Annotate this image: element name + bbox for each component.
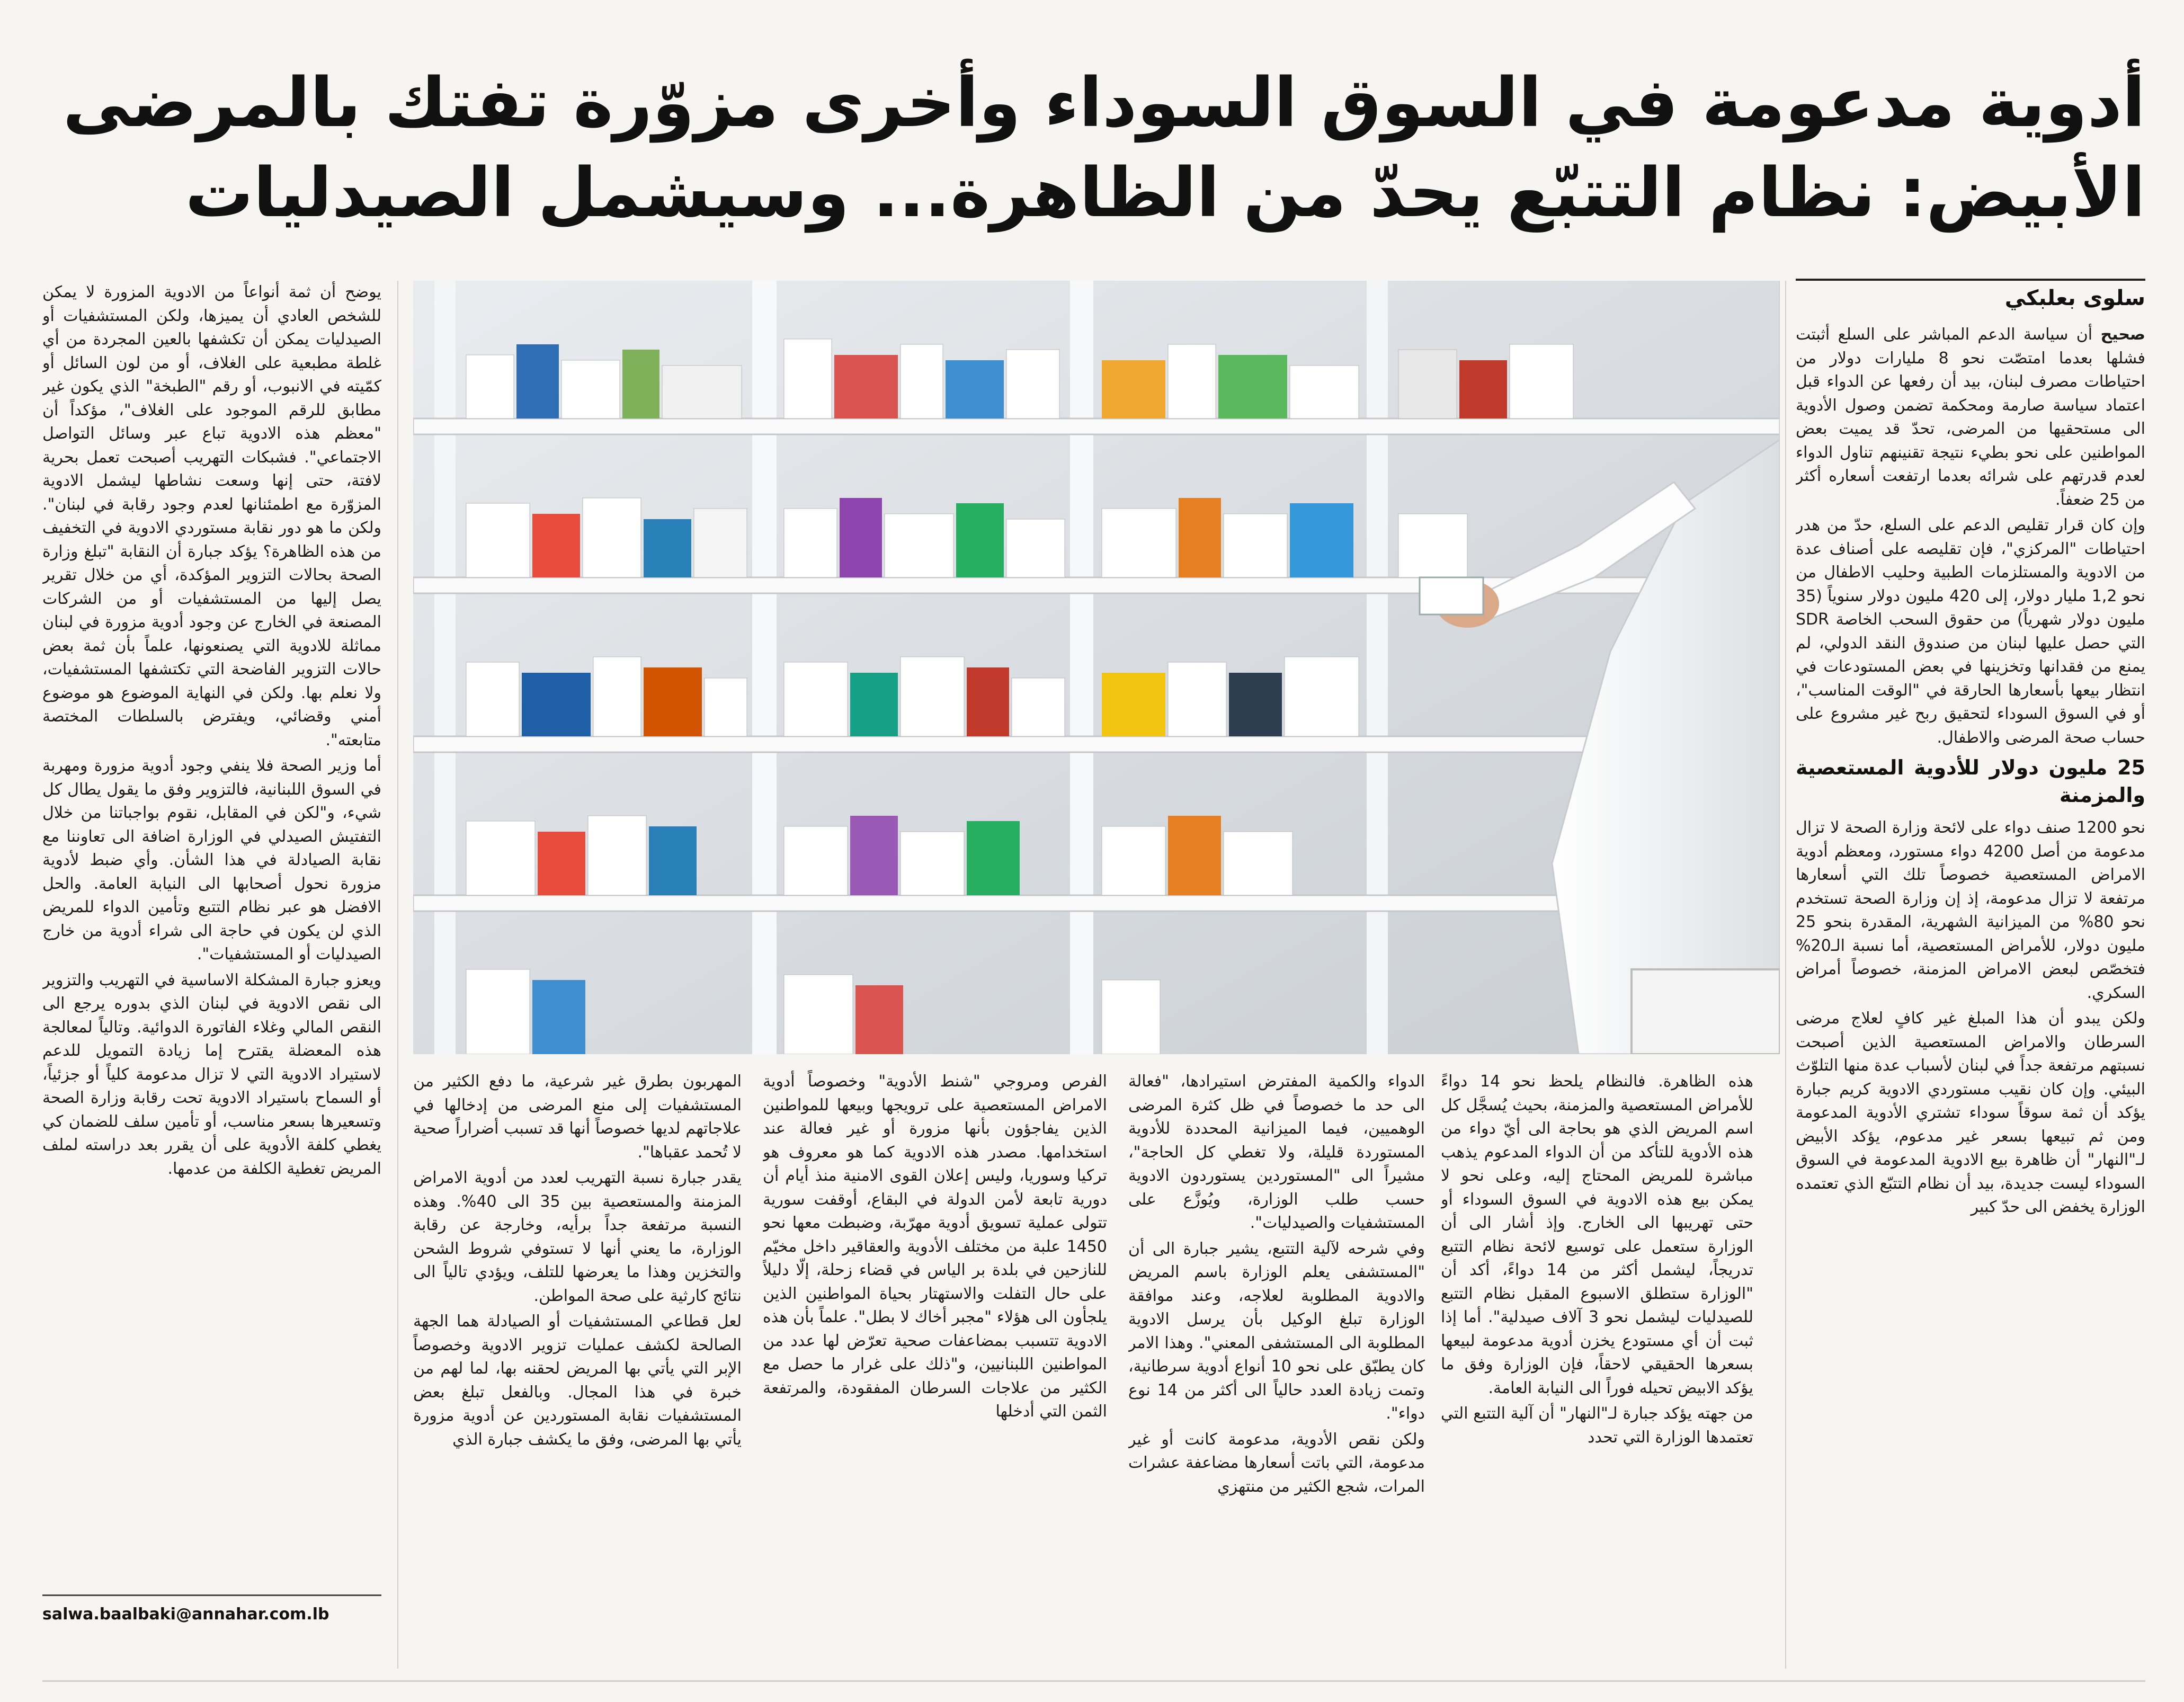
- paragraph: المهربون بطرق غير شرعية، ما دفع الكثير من المستشفيات إلى منع المرضى من إدخالها في علاجاتهم لديها خصوصاً أنها قد تسبب أضراراً صحية لا تُحمد عقباها".: [413, 1072, 742, 1162]
- subheading: 25 مليون دولار للأدوية المستعصية والمزمنة: [1796, 756, 2145, 807]
- paragraph: الفرص ومروجي "شنط الأدوية" وخصوصاً أدوية الامراض المستعصية على ترويجها وبيعها للمواطنين الذين يفاجؤون بأنها مزورة أو غير فعالة عند استخدامها. مصدر هذه الادوية كما هو معروف هو تركيا وسوريا، وليس إعلان القوى الامنية منذ أيام أن دورية تابعة لأمن الدولة في البقاع، أوقفت سورية تتولى عملية تسويق أدوية مهرّبة، وضبطت معها نحو 1450 علبة من مختلف الأدوية والعقاقير داخل مخيّم للنازحين في بلدة بر الياس في قضاء زحلة، إلّا دليلاً على حال التفلت والاستهتار بحياة المواطنين الذين يلجأون الى هؤلاء "مجبر أخاك لا بطل". علماً بأن هذه الادوية تتسبب بمضاعفات صحية تعرّض لها عدد من المواطنين اللبنانيين، و"ذلك على غرار ما حصل مع الكثير من علاجات السرطان المفقودة، والمرتفعة الثمن التي أدخلها: [763, 1072, 1107, 1421]
- paragraph: يقدر جبارة نسبة التهريب لعدد من أدوية الامراض المزمنة والمستعصية بين 35 الى 40%. وهذه النسبة مرتفعة جداً برأيه، وخارجة عن رقابة الوزارة، ما يعني أنها لا تستوفي شروط الشحن والتخزين وهذا ما يعرضها للتلف، ويؤدي تالياً الى نتائج كارثية على صحة المواطن.: [413, 1169, 742, 1305]
- article-column-6: [42, 281, 381, 1541]
- byline: سلوى بعلبكي: [2004, 286, 2145, 310]
- article-column-4: [763, 1070, 1107, 1669]
- author-email: salwa.baalbaki@annahar.com.lb: [42, 1605, 329, 1624]
- headline-line-1: أدوية مدعومة في السوق السوداء وأخرى مزوّرة تفتك بالمرضى: [63, 64, 2145, 142]
- paragraph: ولكن نقص الأدوية، مدعومة كانت أو غير مدعومة، التي باتت أسعارها مضاعفة عشرات المرات، شجع الكثير من منتهزي: [1128, 1430, 1425, 1496]
- paragraph: ولكن يبدو أن هذا المبلغ غير كافٍ لعلاج مرضى السرطان والامراض المستعصية الذين أصبحت نسبتهم مرتفعة جداً في لبنان لأسباب عدة منها التلوّث البيئي. وإن كان نقيب مستوردي الادوية كريم جبارة يؤكد أن ثمة سوقاً سوداء تشتري الأدوية المدعومة ومن ثم تبيعها بسعر غير مدعوم، يؤكد الأبيض لـ"النهار" أن ظاهرة بيع الادوية المدعومة في السوق السوداء ليست جديدة، بيد أن نظام التتبّع الذي تعتمده الوزارة يخفض الى حدّ كبير: [1796, 1009, 2145, 1216]
- paragraph: وفي شرحه لآلية التتبع، يشير جبارة الى أن "المستشفى يعلم الوزارة باسم المريض والادوية المطلوبة لعلاجه، وعند موافقة الوزارة تبلغ الوكيل بأن يرسل الادوية المطلوبة الى المستشفى المعني". وهذا الامر كان يطبّق على نحو 10 أنواع أدوية سرطانية، وتمت زيادة العدد حالياً الى أكثر من 14 نوع دواء".: [1128, 1239, 1425, 1423]
- article-column-5: [413, 1070, 742, 1547]
- paragraph: من جهته يؤكد جبارة لـ"النهار" أن آلية التتبع التي تعتمدها الوزارة التي تحدد: [1441, 1404, 1753, 1447]
- article-column-1: [1796, 323, 2145, 1669]
- pharmacy-shelves-illustration: [413, 281, 1780, 1054]
- paragraph-text: أن سياسة الدعم المباشر على السلع أثبتت فشلها بعدما امتصّت نحو 8 مليارات دولار من احتياطات مصرف لبنان، بيد أن رفعها عن الدواء قبل اعتماد سياسة صارمة ومحكمة تضمن وصول الأدوية الى مستحقيها من المرضى، تحدّ قد يميت بعض المواطنين على نحو بطيء نتيجة تقنينهم تناول الدواء لعدم قدرتهم على شرائه بعدما ارتفعت أسعاره أكثر من 25 ضعفاً.: [1796, 325, 2145, 509]
- pharmacy-shelves-photo: [413, 281, 1780, 1054]
- article-column-2: [1441, 1070, 1753, 1669]
- bottom-rule: [42, 1680, 2145, 1682]
- paragraph: ويعزو جبارة المشكلة الاساسية في التهريب والتزوير الى نقص الادوية في لبنان الذي بدوره يرجع الى النقص المالي وغلاء الفاتورة الدوائية. وتالياً لمعالجة هذه المعضلة يقترح إما زيادة التمويل للدعم لاستيراد الادوية التي لا تزال مدعومة كلياً أو جزئياً، أو السماح باستيراد الادوية تحت رقابة وزارة الصحة وتسعيرها بسعر مناسب، أو تأمين سلف للضمان كي يغطي كلفة الأدوية على أن يقرر بعد دراسته لملف المريض تغطية الكلفة من عدمها.: [42, 970, 381, 1178]
- headline: [63, 58, 2145, 238]
- column-rule: [397, 281, 398, 1669]
- article-column-3: [1128, 1070, 1425, 1669]
- lead-word: صحيح: [2100, 325, 2145, 344]
- paragraph: وإن كان قرار تقليص الدعم على السلع، حدّ من هدر احتياطات "المركزي"، فإن تقليصه على أصناف عدة من الادوية والمستلزمات الطبية وحليب الاطفال من نحو 1,2 مليار دولار، إلى 420 مليون دولار سنوياً (35 مليون دولار شهرياً) من حقوق السحب الخاصة SDR التي حصل عليها لبنان من صندوق النقد الدولي، لم يمنع من فقدانها وتخزينها في بعض المستودعات في انتظار بيعها بأسعارها الحارقة في "الوقت المناسب"، أو في السوق السوداء لتحقيق ربح غير مشروع على حساب صحة المرضى والاطفال.: [1796, 516, 2145, 747]
- paragraph: هذه الظاهرة. فالنظام يلحظ نحو 14 دواءً للأمراض المستعصية والمزمنة، بحيث يُسجَّل كل اسم المريض الذي هو بحاجة الى أيّ دواء من هذه الأدوية للتأكد من أن الدواء المدعوم يذهب مباشرة للمريض المحتاج إليه، وعلى نحو لا يمكن بيع هذه الادوية في السوق السوداء أو حتى تهريبها الى الخارج. وإذ أشار الى أن الوزارة ستعمل على توسيع لائحة نظام التتبع تدريجاً، ليشمل أكثر من 14 دواءً، أكد أن "الوزارة ستطلق الاسبوع المقبل نظام التتبع للصيدليات ليشمل نحو 3 آلاف صيدلية". أما إذا ثبت أن أي مستودع يخزن أدوية مدعومة لبيعها بسعرها الحقيقي لاحقاً، فإن الوزارة وفق ما يؤكد الابيض تحيله فوراً الى النيابة العامة.: [1441, 1072, 1753, 1397]
- paragraph: أما وزير الصحة فلا ينفي وجود أدوية مزورة ومهربة في السوق اللبنانية، فالتزوير وفق ما يقول يطال كل شيء، و"لكن في المقابل، نقوم بواجباتنا من خلال التفتيش الصيدلي في الوزارة اضافة الى تعاوننا مع نقابة الصيادلة في هذا الشأن. وأي ضبط لأدوية مزورة نحول أصحابها الى النيابة العامة. والحل الافضل هو عبر نظام التتبع وتأمين الدواء للمريض الذي لن يكون في حاجة الى شراء أدوية من خارج الصيدليات أو المستشفيات".: [42, 756, 381, 964]
- paragraph: لعل قطاعي المستشفيات أو الصيادلة هما الجهة الصالحة لكشف عمليات تزوير الادوية وخصوصاً الإبر التي يأتي بها المريض لحقنه بها، لما لهم من خبرة في هذا المجال. وبالفعل تبلغ بعض المستشفيات نقابة المستوردين عن أدوية مزورة يأتي بها المرضى، وفق ما يكشف جبارة الذي: [413, 1312, 742, 1449]
- byline-rule: [1796, 279, 2145, 281]
- headline-line-2: الأبيض: نظام التتبّع يحدّ من الظاهرة... وسيشمل الصيدليات: [185, 154, 2145, 233]
- paragraph: الدواء والكمية المفترض استيرادها، "فعالة الى حد ما خصوصاً في ظل كثرة المرضى الوهميين، فيما الميزانية المحددة للأدوية المستوردة قليلة، ولا تغطي كل الحاجة"، مشيراً الى "المستوردين يستوردون الادوية حسب طلب الوزارة، ويُوزَّع على المستشفيات والصيدليات".: [1128, 1072, 1425, 1232]
- column-rule: [1785, 281, 1786, 1669]
- email-rule: [42, 1594, 381, 1596]
- paragraph: [1796, 323, 2145, 512]
- paragraph: نحو 1200 صنف دواء على لائحة وزارة الصحة لا تزال مدعومة من أصل 4200 دواء مستورد، ومعظم أدوية الامراض المستعصية خصوصاً تلك التي أسعارها مرتفعة لا تزال مدعومة، إذ إن وزارة الصحة تستخدم نحو 80% من الميزانية الشهرية، المقدرة بنحو 25 مليون دولار، للأمراض المستعصية، أما نسبة الـ20% فتخصّص لبعض الامراض المزمنة، خصوصاً أمراض السكري.: [1796, 818, 2145, 1002]
- paragraph: يوضح أن ثمة أنواعاً من الادوية المزورة لا يمكن للشخص العادي أن يميزها، ولكن المستشفيات أو الصيدليات يمكن أن تكشفها بالعين المجردة من أي غلطة مطبعية على الغلاف، أو من لون السائل أو كمّيته في الانبوب، أو رقم "الطبخة" الذي يكون غير مطابق للرقم الموجود على الغلاف"، مؤكداً أن "معظم هذه الادوية تباع عبر وسائل التواصل الاجتماعي". فشبكات التهريب أصبحت تعمل بحرية لافتة، حتى إنها وسعت نشاطها ليشمل الادوية المزوّرة مع اطمئنانها لعدم وجود رقابة في لبنان". ولكن ما هو دور نقابة مستوردي الادوية في التخفيف من هذه الظاهرة؟ يؤكد جبارة أن النقابة "تبلغ وزارة الصحة بحالات التزوير المؤكدة، أي من خلال تقرير يصل إليها من المستشفيات أو من الشركات المصنعة في الخارج عن وجود أدوية مزورة في لبنان مماثلة للادوية التي يصنعونها، علماً بأن ثمة بعض حالات التزوير الفاضحة التي تكتشفها المستشفيات، ولا نعلم بها. ولكن في النهاية الموضوع هو موضوع أمني وقضائي، ويفترض بالسلطات المختصة متابعته".: [42, 283, 381, 750]
